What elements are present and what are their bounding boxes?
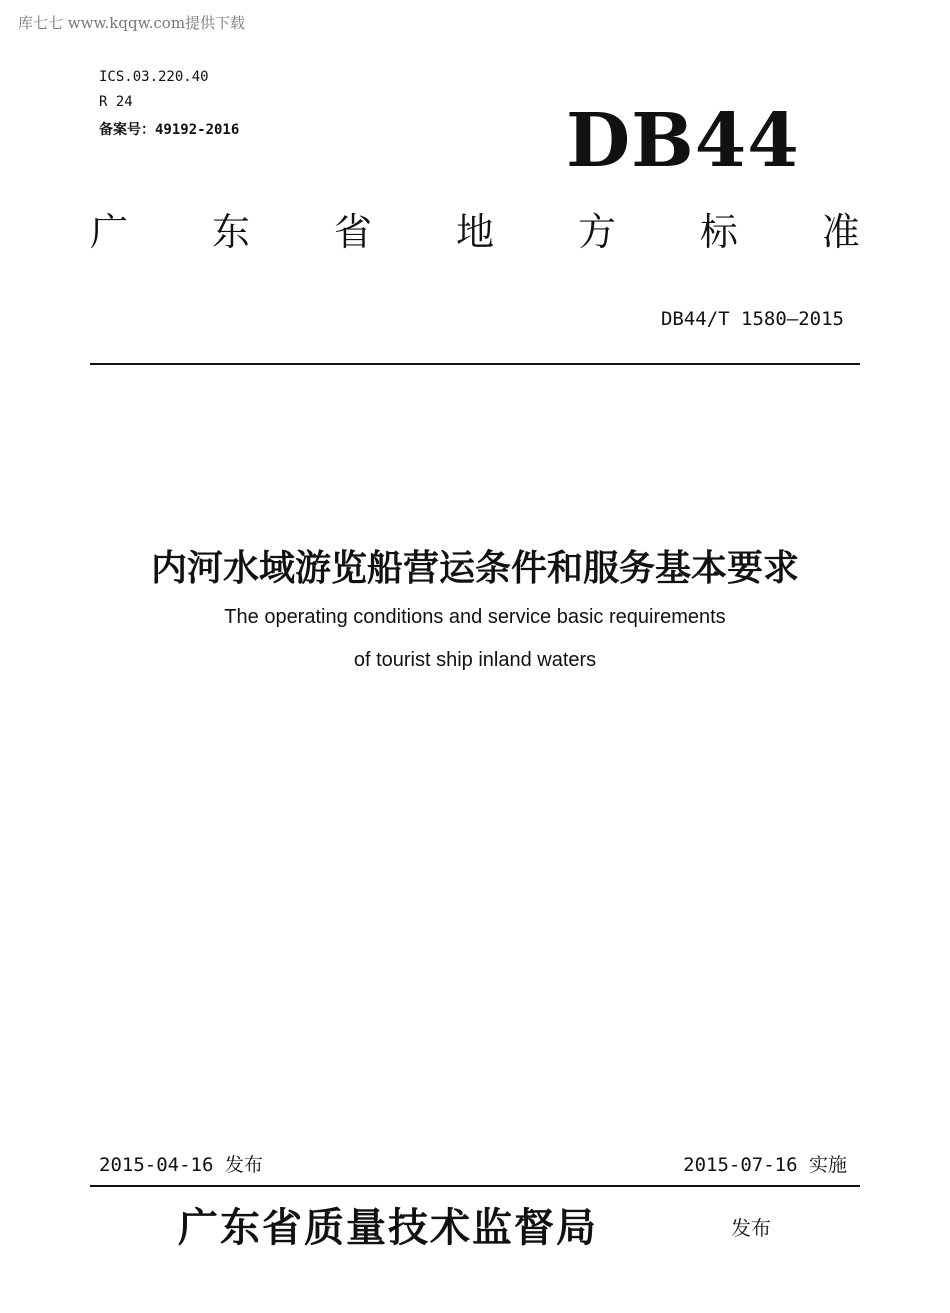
standard-type-char: 方 bbox=[577, 210, 616, 254]
chinese-title: 内河水域游览船营运条件和服务基本要求 bbox=[150, 548, 799, 589]
standard-type-char: 广 bbox=[90, 210, 129, 254]
record-number: 备案号：49192-2016 bbox=[99, 122, 240, 138]
issuing-authority: 广东省质量技术监督局 bbox=[178, 1204, 598, 1251]
classification-code: R 24 bbox=[99, 94, 133, 110]
top-divider bbox=[90, 363, 860, 365]
english-title-line1: The operating conditions and service basic requirements bbox=[224, 606, 726, 628]
issuer-suffix: 发布 bbox=[731, 1216, 771, 1240]
bottom-divider bbox=[90, 1185, 860, 1187]
watermark: 库七七 www.kqqw.com提供下载 bbox=[18, 14, 246, 32]
standard-type-char: 东 bbox=[211, 210, 250, 254]
standard-type-char: 标 bbox=[699, 210, 738, 254]
standard-type-heading bbox=[90, 210, 860, 254]
standard-number: DB44/T 1580—2015 bbox=[660, 308, 844, 330]
standard-type-char: 省 bbox=[333, 210, 372, 254]
standard-type-char: 准 bbox=[821, 210, 860, 254]
db44-logo: DB44 bbox=[566, 98, 800, 184]
implementation-date: 2015-07-16 实施 bbox=[683, 1154, 847, 1176]
standard-type-char: 地 bbox=[455, 210, 494, 254]
english-title-line2: of tourist ship inland waters bbox=[353, 649, 597, 671]
issue-date: 2015-04-16 发布 bbox=[99, 1154, 263, 1176]
ics-code: ICS.03.220.40 bbox=[99, 69, 209, 85]
